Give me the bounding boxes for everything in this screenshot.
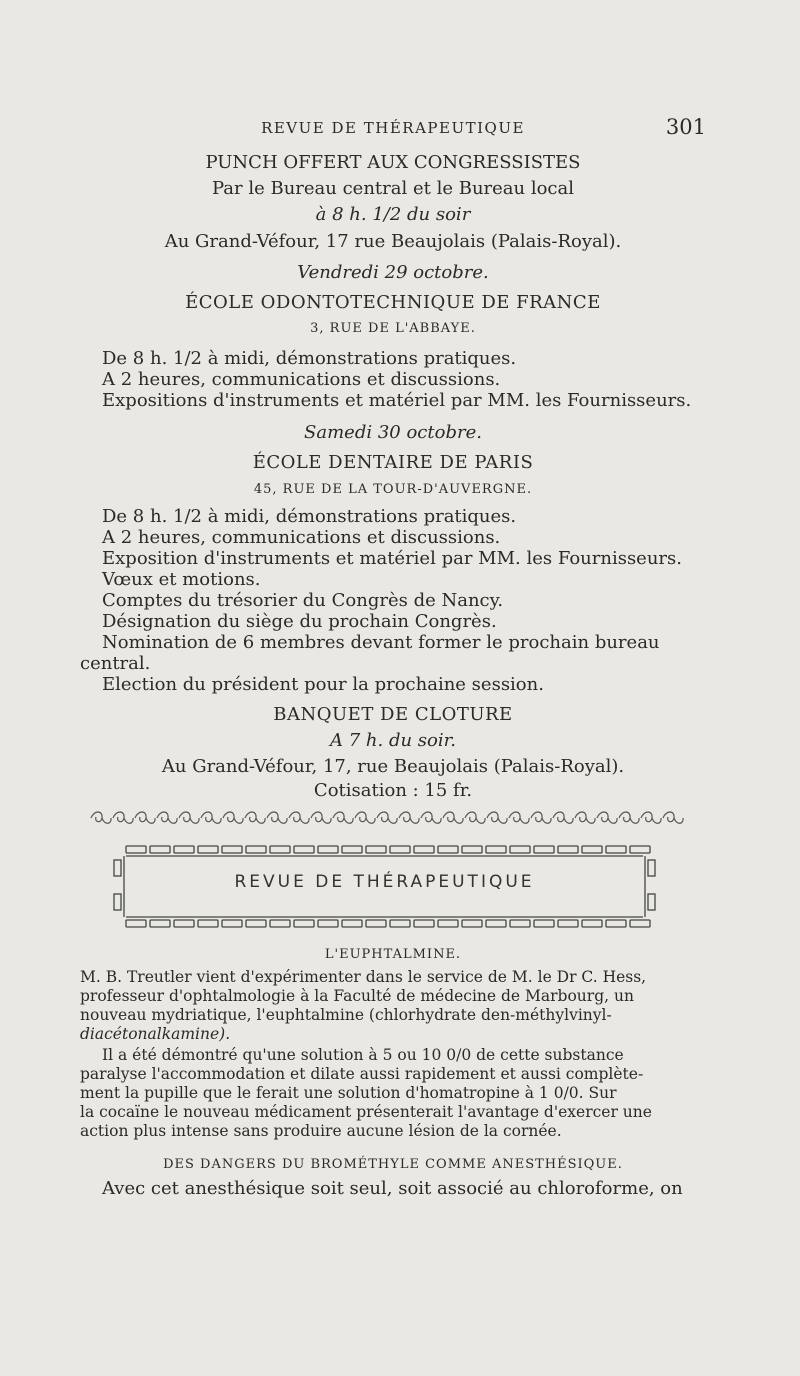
- article1-line-5: Il a été démontré qu'une solution à 5 ou 10 0/0 de cette substance: [102, 1046, 624, 1064]
- banquet-time: A 7 h. du soir.: [330, 730, 456, 751]
- saturday-line-4: Vœux et motions.: [102, 569, 261, 590]
- punch-by: Par le Bureau central et le Bureau local: [211, 178, 574, 199]
- friday-line-2: A 2 heures, communications et discussions.: [102, 369, 501, 390]
- banquet-title: BANQUET DE CLOTURE: [273, 704, 513, 725]
- saturday-line-8: Election du président pour la prochaine session.: [102, 674, 544, 695]
- article1-line-6: paralyse l'accommodation et dilate aussi rapidement et aussi complète-: [80, 1065, 644, 1083]
- article1-line-9: action plus intense sans produire aucune lésion de la cornée.: [80, 1122, 562, 1140]
- school2-address: 45, RUE DE LA TOUR-D'AUVERGNE.: [253, 482, 533, 497]
- banquet-fee: Cotisation : 15 fr.: [313, 780, 473, 801]
- banner-title: [112, 872, 657, 892]
- school1-name: ÉCOLE ODONTOTECHNIQUE DE FRANCE: [185, 292, 601, 313]
- punch-place: Au Grand-Véfour, 17 rue Beaujolais (Palais-Royal).: [164, 231, 622, 252]
- article1-heading: L'EUPHTALMINE.: [324, 947, 462, 962]
- saturday-line-5: Comptes du trésorier du Congrès de Nancy.: [102, 590, 504, 611]
- section-banner: [112, 842, 657, 932]
- friday-heading: Vendredi 29 octobre.: [297, 262, 489, 283]
- article1-line-4: diacétonalkamine).: [80, 1025, 231, 1043]
- running-title: REVUE DE THÉRAPEUTIQUE: [261, 119, 525, 137]
- saturday-heading: Samedi 30 octobre.: [304, 422, 482, 443]
- article2-heading: DES DANGERS DU BROMÉTHYLE COMME ANESTHÉSIQUE.: [163, 1157, 623, 1172]
- article1-line-2: professeur d'ophtalmologie à la Faculté de médecine de Marbourg, un: [80, 987, 634, 1005]
- banquet-place: Au Grand-Véfour, 17, rue Beaujolais (Palais-Royal).: [161, 756, 625, 777]
- school1-address: 3, RUE DE L'ABBAYE.: [310, 321, 476, 336]
- article1-line-1: M. B. Treutler vient d'expérimenter dans le service de M. le Dr C. Hess,: [80, 968, 647, 986]
- page-number: 301: [665, 115, 706, 139]
- saturday-line-1: De 8 h. 1/2 à midi, démonstrations pratiques.: [102, 506, 517, 527]
- saturday-line-3: Exposition d'instruments et matériel par MM. les Fournisseurs.: [102, 548, 682, 569]
- punch-title: PUNCH OFFERT AUX CONGRESSISTES: [205, 152, 581, 173]
- friday-line-3: Expositions d'instruments et matériel par MM. les Fournisseurs.: [102, 390, 692, 411]
- banner-title-text: REVUE DE THÉRAPEUTIQUE: [234, 872, 535, 892]
- friday-line-1: De 8 h. 1/2 à midi, démonstrations pratiques.: [102, 348, 517, 369]
- saturday-line-7b: central.: [80, 653, 151, 674]
- article1-line-8: la cocaïne le nouveau médicament présenterait l'avantage d'exercer une: [80, 1103, 652, 1121]
- ornament-divider: [90, 808, 688, 828]
- article2-line-1: Avec cet anesthésique soit seul, soit associé au chloroforme, on: [102, 1178, 683, 1199]
- punch-time: à 8 h. 1/2 du soir: [315, 204, 471, 225]
- saturday-line-2: A 2 heures, communications et discussions.: [102, 527, 501, 548]
- saturday-line-6: Désignation du siège du prochain Congrès.: [102, 611, 497, 632]
- saturday-line-7a: Nomination de 6 membres devant former le prochain bureau: [102, 632, 660, 653]
- article1-line-7: ment la pupille que le ferait une solution d'homatropine à 1 0/0. Sur: [80, 1084, 617, 1102]
- running-header: [80, 115, 706, 145]
- school2-name: ÉCOLE DENTAIRE DE PARIS: [252, 452, 534, 473]
- article1-line-3: nouveau mydriatique, l'euphtalmine (chlorhydrate den-méthylvinyl-: [80, 1006, 612, 1024]
